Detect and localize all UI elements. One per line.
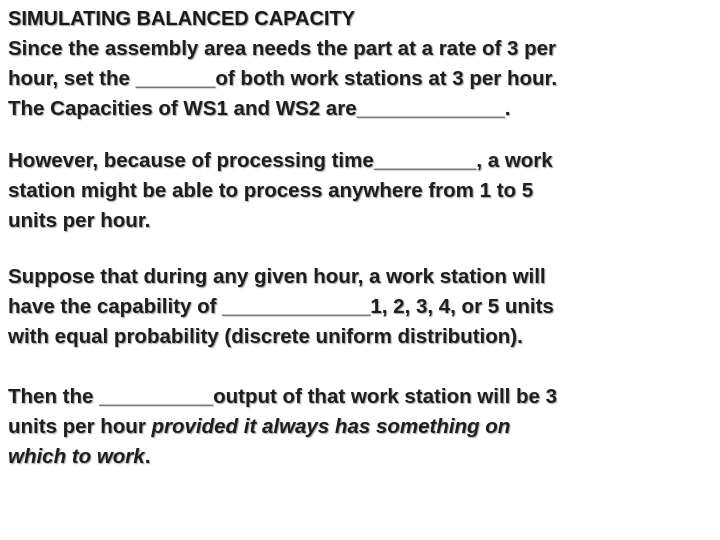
paragraph-italic-text: which to work [8, 445, 145, 468]
paragraph-line: The Capacities of WS1 and WS2 are_____________. [8, 97, 511, 120]
paragraph-line: Since the assembly area needs the part at a rate of 3 per [8, 37, 557, 60]
paragraph-line: However, because of processing time_________, a work [8, 149, 553, 172]
paragraph-text: units per hour [8, 415, 152, 438]
paragraph-expected-output [8, 382, 714, 472]
paragraph-line [8, 412, 714, 442]
paragraph-line: station might be able to process anywhere from 1 to 5 [8, 179, 534, 202]
slide-content [8, 4, 714, 472]
paragraph-line: hour, set the _______of both work stations at 3 per hour. [8, 67, 558, 90]
paragraph-line: have the capability of _____________1, 2, 3, 4, or 5 units [8, 295, 554, 318]
slide-title: SIMULATING BALANCED CAPACITY [8, 8, 356, 30]
paragraph-line: Suppose that during any given hour, a work station will [8, 265, 546, 288]
paragraph-line: units per hour. [8, 209, 151, 232]
paragraph-text: . [144, 445, 151, 468]
paragraph-capacity-setting [8, 34, 714, 124]
paragraph-line [8, 442, 714, 472]
paragraph-processing-time [8, 146, 714, 236]
paragraph-line: with equal probability (discrete uniform distribution). [8, 325, 523, 348]
paragraph-italic-text: provided it always has something on [151, 415, 511, 438]
paragraph-uniform-distribution [8, 262, 714, 352]
paragraph-line: Then the __________output of that work station will be 3 [8, 385, 558, 408]
